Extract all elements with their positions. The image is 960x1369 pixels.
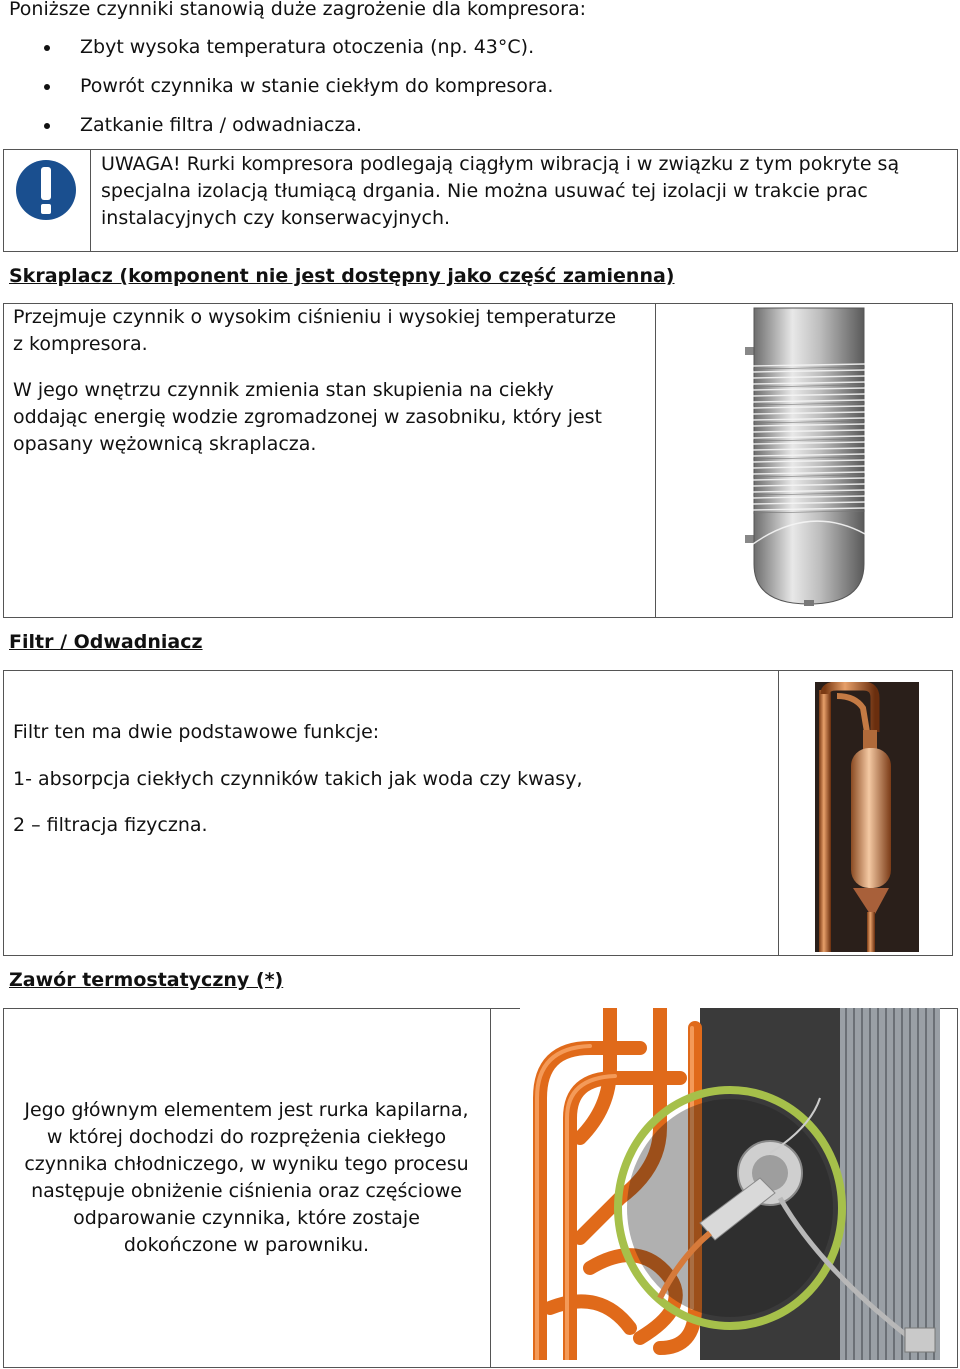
bullet-marker	[44, 123, 50, 129]
exclamation-icon	[14, 158, 78, 222]
condenser-p2-line-3: opasany wężownicą skraplacza.	[13, 433, 317, 455]
condenser-p1-line-1: Przejmuje czynnik o wysokim ciśnieniu i wysokiej temperaturze	[13, 306, 617, 328]
filter-divider	[778, 670, 779, 956]
valve-line-4: następuje obniżenie ciśnienia oraz częściowe	[31, 1180, 462, 1202]
valve-line-1: Jego głównym elementem jest rurka kapilarna,	[24, 1099, 469, 1121]
filter-image	[815, 682, 919, 952]
filter-line-2: 1- absorpcja ciekłych czynników takich jak woda czy kwasy,	[13, 768, 583, 790]
filter-heading: Filtr / Odwadniacz	[9, 631, 203, 653]
valve-line-2: w której dochodzi do rozprężenia ciekłego	[46, 1126, 447, 1148]
intro-bullet-2: Powrót czynnika w stanie ciekłym do kompresora.	[80, 75, 554, 97]
valve-line-3: czynnika chłodniczego, w wyniku tego procesu	[24, 1153, 469, 1175]
valve-image	[520, 1008, 940, 1360]
valve-line-5: odparowanie czynnika, które zostaje	[73, 1207, 420, 1229]
condenser-p1-line-2: z kompresora.	[13, 333, 148, 355]
condenser-p2-line-1: W jego wnętrzu czynnik zmienia stan skupienia na ciekły	[13, 379, 554, 401]
intro-bullet-1: Zbyt wysoka temperatura otoczenia (np. 43°C).	[80, 36, 535, 58]
valve-line-6: dokończone w parowniku.	[123, 1234, 370, 1256]
condenser-heading: Skraplacz (komponent nie jest dostępny jako część zamienna)	[9, 265, 675, 287]
filter-line-3: 2 – filtracja fizyczna.	[13, 814, 208, 836]
intro-line: Poniższe czynniki stanowią duże zagrożenie dla kompresora:	[9, 0, 587, 20]
valve-heading: Zawór termostatyczny (*)	[9, 969, 284, 991]
warning-line-2: specjalna izolacją tłumiącą drgania. Nie można usuwać tej izolacji w trakcie prac	[101, 180, 868, 202]
bullet-marker	[44, 45, 50, 51]
condenser-p2-line-2: oddając energię wodzie zgromadzonej w zasobniku, który jest	[13, 406, 603, 428]
filter-line-1: Filtr ten ma dwie podstawowe funkcje:	[13, 721, 380, 743]
warning-line-1: UWAGA! Rurki kompresora podlegają ciągłym wibracją i w związku z tym pokryte są	[101, 153, 900, 175]
warning-line-3: instalacyjnych czy konserwacyjnych.	[101, 207, 451, 229]
intro-bullet-3: Zatkanie filtra / odwadniacza.	[80, 114, 363, 136]
warning-divider	[90, 149, 91, 252]
condenser-divider	[655, 303, 656, 618]
valve-divider	[490, 1008, 491, 1368]
bullet-marker	[44, 84, 50, 90]
condenser-image	[740, 304, 870, 608]
valve-description	[3, 1097, 490, 1259]
